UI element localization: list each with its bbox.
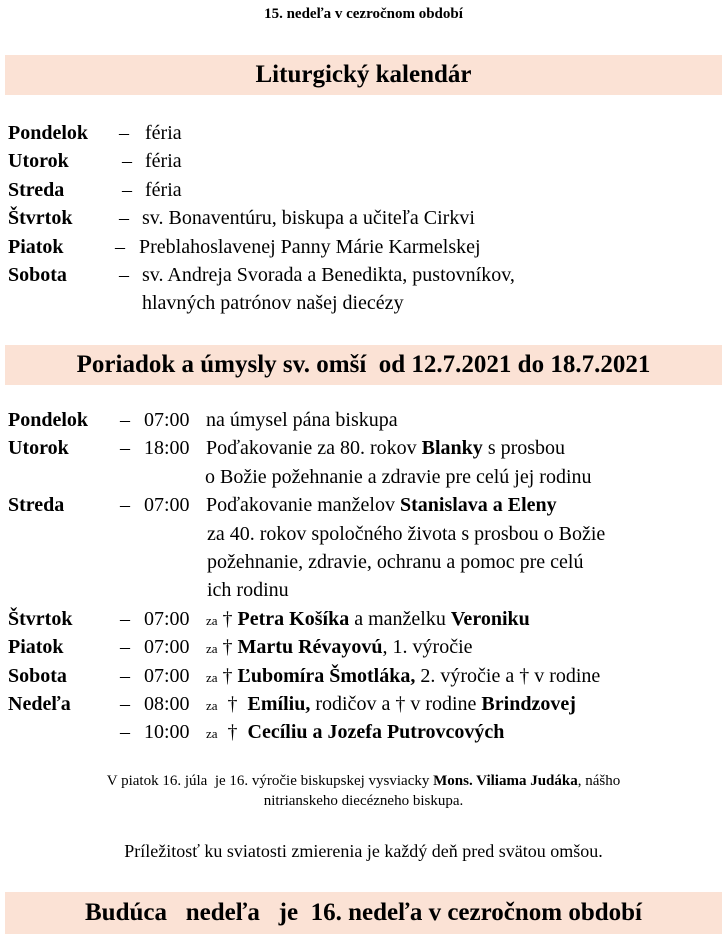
mass-intention: za † Emíliu, rodičov a † v rodine Brindzovej [206, 692, 576, 715]
calendar-heading: Liturgický kalendár [5, 55, 722, 95]
calendar-dash: – [122, 150, 132, 173]
mass-day: Streda [8, 494, 65, 517]
mass-intention: za † Ľubomíra Šmotláka, 2. výročie a † v rodine [206, 664, 601, 687]
calendar-text: sv. Bonaventúru, biskupa a učiteľa Cirkvi [142, 207, 475, 230]
mass-dash: – [120, 664, 130, 687]
mass-dash: – [120, 636, 130, 659]
mass-day: Sobota [8, 664, 67, 687]
mass-intention: na úmysel pána biskupa [206, 409, 398, 431]
mass-time: 07:00 [144, 664, 190, 687]
mass-intention-continued: o Božie požehnanie a zdravie pre celú jej rodinu [205, 465, 592, 488]
mass-time: 07:00 [144, 409, 190, 431]
mass-day: Piatok [8, 636, 64, 659]
mass-day: Štvrtok [8, 607, 73, 630]
calendar-text: féria [145, 178, 182, 201]
anniversary-note: V piatok 16. júla je 16. výročie biskupskej vysviacky Mons. Viliama Judáka, nášho nitrianskeho diecézneho biskupa. [106, 773, 621, 809]
mass-intention-continued: ich rodinu [207, 579, 289, 602]
mass-intention: za † Cecíliu a Jozefa Putrovcových [206, 721, 505, 744]
calendar-dash: – [115, 235, 125, 258]
calendar-text: Preblahoslavenej Panny Márie Karmelskej [139, 235, 481, 258]
mass-dash: – [120, 494, 130, 517]
mass-time: 07:00 [144, 636, 190, 659]
mass-dash: – [120, 692, 130, 715]
mass-intention: za † Martu Révayovú, 1. výročie [206, 636, 473, 659]
mass-dash: – [120, 409, 130, 431]
mass-time: 07:00 [144, 494, 190, 517]
calendar-day: Utorok [8, 150, 69, 173]
calendar-day: Piatok [8, 235, 64, 258]
mass-dash: – [120, 437, 130, 460]
calendar-text: féria [145, 122, 182, 144]
calendar-text: féria [145, 150, 182, 173]
mass-intention-continued: za 40. rokov spoločného života s prosbou o Božie [207, 522, 606, 545]
calendar-dash: – [122, 178, 132, 201]
calendar-text-continued: hlavných patrónov našej diecézy [142, 292, 404, 315]
mass-intention: za † Petra Košíka a manželku Veroniku [206, 607, 530, 630]
mass-day: Pondelok [8, 409, 89, 431]
calendar-dash: – [119, 207, 129, 230]
next-sunday-heading: Budúca nedeľa je 16. nedeľa v cezročnom období [5, 892, 722, 934]
mass-time: 08:00 [144, 692, 190, 715]
mass-day: Utorok [8, 437, 69, 460]
calendar-dash: – [119, 263, 129, 286]
calendar-day: Sobota [8, 263, 67, 286]
mass-intention: Poďakovanie manželov Stanislava a Eleny [206, 494, 557, 517]
calendar-dash: – [119, 122, 129, 144]
mass-time: 10:00 [144, 721, 190, 744]
mass-time: 18:00 [144, 437, 190, 460]
mass-time: 07:00 [144, 607, 190, 630]
masses-heading: Poriadok a úmysly sv. omší od 12.7.2021 do 18.7.2021 [5, 345, 722, 385]
calendar-day: Streda [8, 178, 65, 201]
mass-dash: – [120, 607, 130, 630]
mass-intention: Poďakovanie za 80. rokov Blanky s prosbou [206, 437, 566, 460]
calendar-day: Štvrtok [8, 207, 73, 230]
page-title: 15. nedeľa v cezročnom období [264, 6, 463, 22]
mass-intention-continued: požehnanie, zdravie, ochranu a pomoc pre celú [207, 550, 584, 573]
calendar-text: sv. Andreja Svorada a Benedikta, pustovníkov, [142, 263, 515, 286]
calendar-day: Pondelok [8, 122, 89, 144]
confession-note: Príležitosť ku sviatosti zmierenia je každý deň pred svätou omšou. [124, 841, 603, 861]
mass-day: Nedeľa [8, 692, 71, 715]
mass-dash: – [120, 721, 130, 744]
